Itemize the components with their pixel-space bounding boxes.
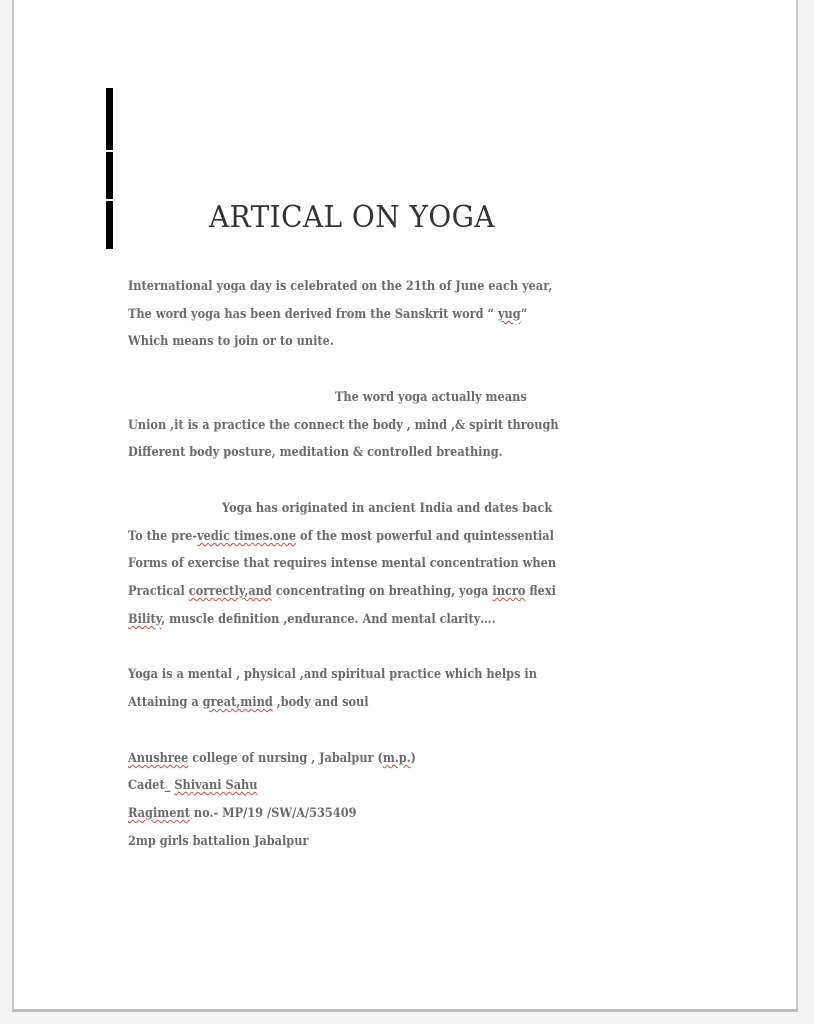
text-line[interactable]	[128, 555, 556, 570]
text-run: Attaining a	[128, 694, 203, 709]
signature-line[interactable]	[128, 805, 356, 820]
text-line[interactable]	[128, 417, 559, 432]
text-run: The word yoga has been derived from the Sanskrit word “	[128, 306, 498, 321]
left-margin-bar	[106, 201, 113, 249]
text-run: Different body posture, meditation & controlled breathing.	[128, 444, 503, 459]
text-run: )	[410, 750, 417, 765]
text-run: college of nursing , Jabalpur (	[188, 750, 383, 765]
text-run: of the most powerful and quintessential	[296, 528, 554, 543]
text-line[interactable]	[128, 306, 527, 321]
text-run: Cadet_	[128, 777, 175, 792]
text-line[interactable]	[128, 583, 556, 598]
misspelled-word[interactable]: great,mind	[202, 694, 273, 709]
text-run: Forms of exercise that requires intense mental concentration when	[128, 555, 557, 570]
misspelled-word[interactable]: vedic times.one	[197, 528, 297, 543]
text-run: To the pre-	[128, 528, 198, 543]
text-run: concentrating on breathing, yoga	[271, 583, 493, 598]
text-run: ,body and soul	[272, 694, 369, 709]
misspelled-word[interactable]: Bility	[128, 611, 162, 626]
misspelled-word[interactable]: yug	[497, 306, 521, 321]
document-title: ARTICAL ON YOGA	[209, 200, 496, 235]
text-line-indented[interactable]	[335, 389, 527, 404]
text-line[interactable]	[128, 694, 369, 709]
text-run: International yoga day is celebrated on the 21th of June each year,	[128, 278, 553, 293]
text-run: Yoga is a mental , physical ,and spiritual practice which helps in	[128, 666, 537, 681]
misspelled-word[interactable]: Shivani Sahu	[174, 777, 258, 792]
text-run: “	[520, 306, 528, 321]
text-run: Which means to join or to unite.	[128, 333, 334, 348]
left-margin-bar	[106, 88, 113, 150]
misspelled-word[interactable]: Anushree	[128, 750, 189, 765]
text-line[interactable]	[128, 333, 334, 348]
text-line[interactable]	[128, 278, 552, 293]
text-line[interactable]	[128, 666, 537, 681]
misspelled-word[interactable]: incro	[492, 583, 526, 598]
text-line[interactable]	[128, 611, 496, 626]
text-run: The word yoga actually means	[335, 389, 527, 404]
text-run: Yoga has originated in ancient India and dates back	[222, 500, 553, 515]
text-run: 2mp girls battalion Jabalpur	[128, 833, 309, 848]
text-line-indented[interactable]	[222, 500, 552, 515]
text-run: Practical	[128, 583, 189, 598]
signature-line[interactable]	[128, 777, 258, 792]
misspelled-word[interactable]: Ragiment	[128, 805, 190, 820]
signature-line[interactable]	[128, 750, 416, 765]
text-run: no.- MP/19 /SW/A/535409	[189, 805, 357, 820]
left-margin-bar	[106, 152, 113, 199]
text-run: flexi	[525, 583, 556, 598]
misspelled-word[interactable]: m.p.	[382, 750, 411, 765]
text-line[interactable]	[128, 444, 503, 459]
misspelled-word[interactable]: correctly,and	[188, 583, 272, 598]
text-run: Union ,it is a practice the connect the body , mind ,& spirit through	[128, 417, 559, 432]
signature-line[interactable]	[128, 833, 308, 848]
text-run: , muscle definition ,endurance. And mental clarity….	[161, 611, 496, 626]
text-line[interactable]	[128, 528, 554, 543]
